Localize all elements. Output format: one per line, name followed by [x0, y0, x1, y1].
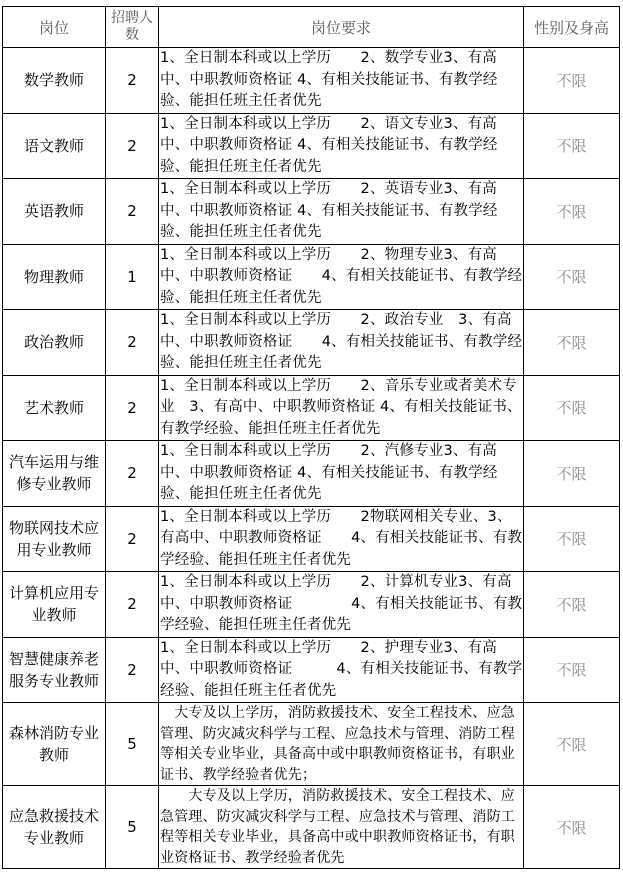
- requirements-cell: 1、全日制本科或以上学历 2、计算机专业3、有高中、中职教师资格证 4、有相关技能证书、有教学经验、能担任班主任者优先: [159, 572, 524, 638]
- requirements-cell: 大专及以上学历，消防救援技术、安全工程技术、应急管理、防灾减灾科学与工程、应急技术与管理、消防工程等相关专业毕业，具备高中或中职教师资格证书，有职业资格证书、教学经验者优先: [159, 786, 524, 869]
- requirements-cell: 大专及以上学历，消防救援技术、安全工程技术、应急管理、防灾减灾科学与工程、应急技术与管理、消防工程等相关专业毕业，具备高中或中职教师资格证书，有职业证书、教学经验者优先；: [159, 703, 524, 786]
- gender-cell: 不限: [524, 637, 620, 703]
- table-row: [3, 179, 620, 245]
- count-cell: 2: [106, 48, 159, 114]
- table-row: [3, 48, 620, 114]
- table-row: [3, 375, 620, 441]
- requirements-cell: 1、全日制本科或以上学历 2、物理专业3、有高中、中职教师资格证 4、有相关技能证书、有教学经验、能担任班主任者优先: [159, 244, 524, 310]
- count-cell: 2: [106, 375, 159, 441]
- count-cell: 2: [106, 310, 159, 376]
- requirements-cell: 1、全日制本科或以上学历 2、音乐专业或者美术专业 3、有高中、中职教师资格证 4、有相关技能证书、有教学经验、能担任班主任者优先: [159, 375, 524, 441]
- position-cell: 智慧健康养老服务专业教师: [3, 637, 106, 703]
- count-cell: 2: [106, 113, 159, 179]
- count-cell: 5: [106, 703, 159, 786]
- table-row: [3, 244, 620, 310]
- count-cell: 1: [106, 244, 159, 310]
- count-cell: 2: [106, 637, 159, 703]
- gender-cell: 不限: [524, 786, 620, 869]
- header-gender-height: 性别及身高: [524, 7, 620, 48]
- position-cell: 物联网技术应用专业教师: [3, 506, 106, 572]
- count-cell: 5: [106, 786, 159, 869]
- header-requirements: 岗位要求: [159, 7, 524, 48]
- requirements-cell: 1、全日制本科或以上学历 2、护理专业3、有高中、中职教师资格证 4、有相关技能证书、有教学经验、能担任班主任者优先: [159, 637, 524, 703]
- gender-cell: 不限: [524, 244, 620, 310]
- table-row: [3, 310, 620, 376]
- requirements-cell: 1、全日制本科或以上学历 2、语文专业3、有高中、中职教师资格证 4、有相关技能证书、有教学经验、能担任班主任者优先: [159, 113, 524, 179]
- header-count: 招聘人数: [106, 7, 159, 48]
- gender-cell: 不限: [524, 572, 620, 638]
- requirements-cell: 1、全日制本科或以上学历 2物联网相关专业、3、有高中、中职教师资格证 4、有相关技能证书、有教学经验、能担任班主任者优先: [159, 506, 524, 572]
- gender-cell: 不限: [524, 310, 620, 376]
- requirements-cell: 1、全日制本科或以上学历 2、汽修专业3、有高中、中职教师资格证 4、有相关技能证书、有教学经验、能担任班主任者优先: [159, 441, 524, 507]
- table-row: [3, 572, 620, 638]
- gender-cell: 不限: [524, 506, 620, 572]
- table-row: [3, 703, 620, 786]
- position-cell: 语文教师: [3, 113, 106, 179]
- table-row: [3, 113, 620, 179]
- header-position: 岗位: [3, 7, 106, 48]
- position-cell: 森林消防专业教师: [3, 703, 106, 786]
- position-cell: 英语教师: [3, 179, 106, 245]
- count-cell: 2: [106, 179, 159, 245]
- table-row: [3, 506, 620, 572]
- gender-cell: 不限: [524, 375, 620, 441]
- position-cell: 数学教师: [3, 48, 106, 114]
- header-row: [3, 7, 620, 48]
- gender-cell: 不限: [524, 113, 620, 179]
- position-cell: 政治教师: [3, 310, 106, 376]
- gender-cell: 不限: [524, 441, 620, 507]
- table-row: [3, 637, 620, 703]
- table-row: [3, 786, 620, 869]
- gender-cell: 不限: [524, 703, 620, 786]
- requirements-cell: 1、全日制本科或以上学历 2、数学专业3、有高中、中职教师资格证 4、有相关技能证书、有教学经验、能担任班主任者优先: [159, 48, 524, 114]
- requirements-cell: 1、全日制本科或以上学历 2、政治专业 3、有高中、中职教师资格证 4、有相关技能证书、有教学经验、能担任班主任者优先: [159, 310, 524, 376]
- position-cell: 计算机应用专业教师: [3, 572, 106, 638]
- position-cell: 艺术教师: [3, 375, 106, 441]
- table-row: [3, 441, 620, 507]
- count-cell: 2: [106, 572, 159, 638]
- gender-cell: 不限: [524, 48, 620, 114]
- position-cell: 汽车运用与维修专业教师: [3, 441, 106, 507]
- position-cell: 应急救援技术专业教师: [3, 786, 106, 869]
- gender-cell: 不限: [524, 179, 620, 245]
- count-cell: 2: [106, 506, 159, 572]
- requirements-cell: 1、全日制本科或以上学历 2、英语专业3、有高中、中职教师资格证 4、有相关技能证书、有教学经验、能担任班主任者优先: [159, 179, 524, 245]
- position-cell: 物理教师: [3, 244, 106, 310]
- count-cell: 2: [106, 441, 159, 507]
- recruitment-table: [2, 6, 620, 869]
